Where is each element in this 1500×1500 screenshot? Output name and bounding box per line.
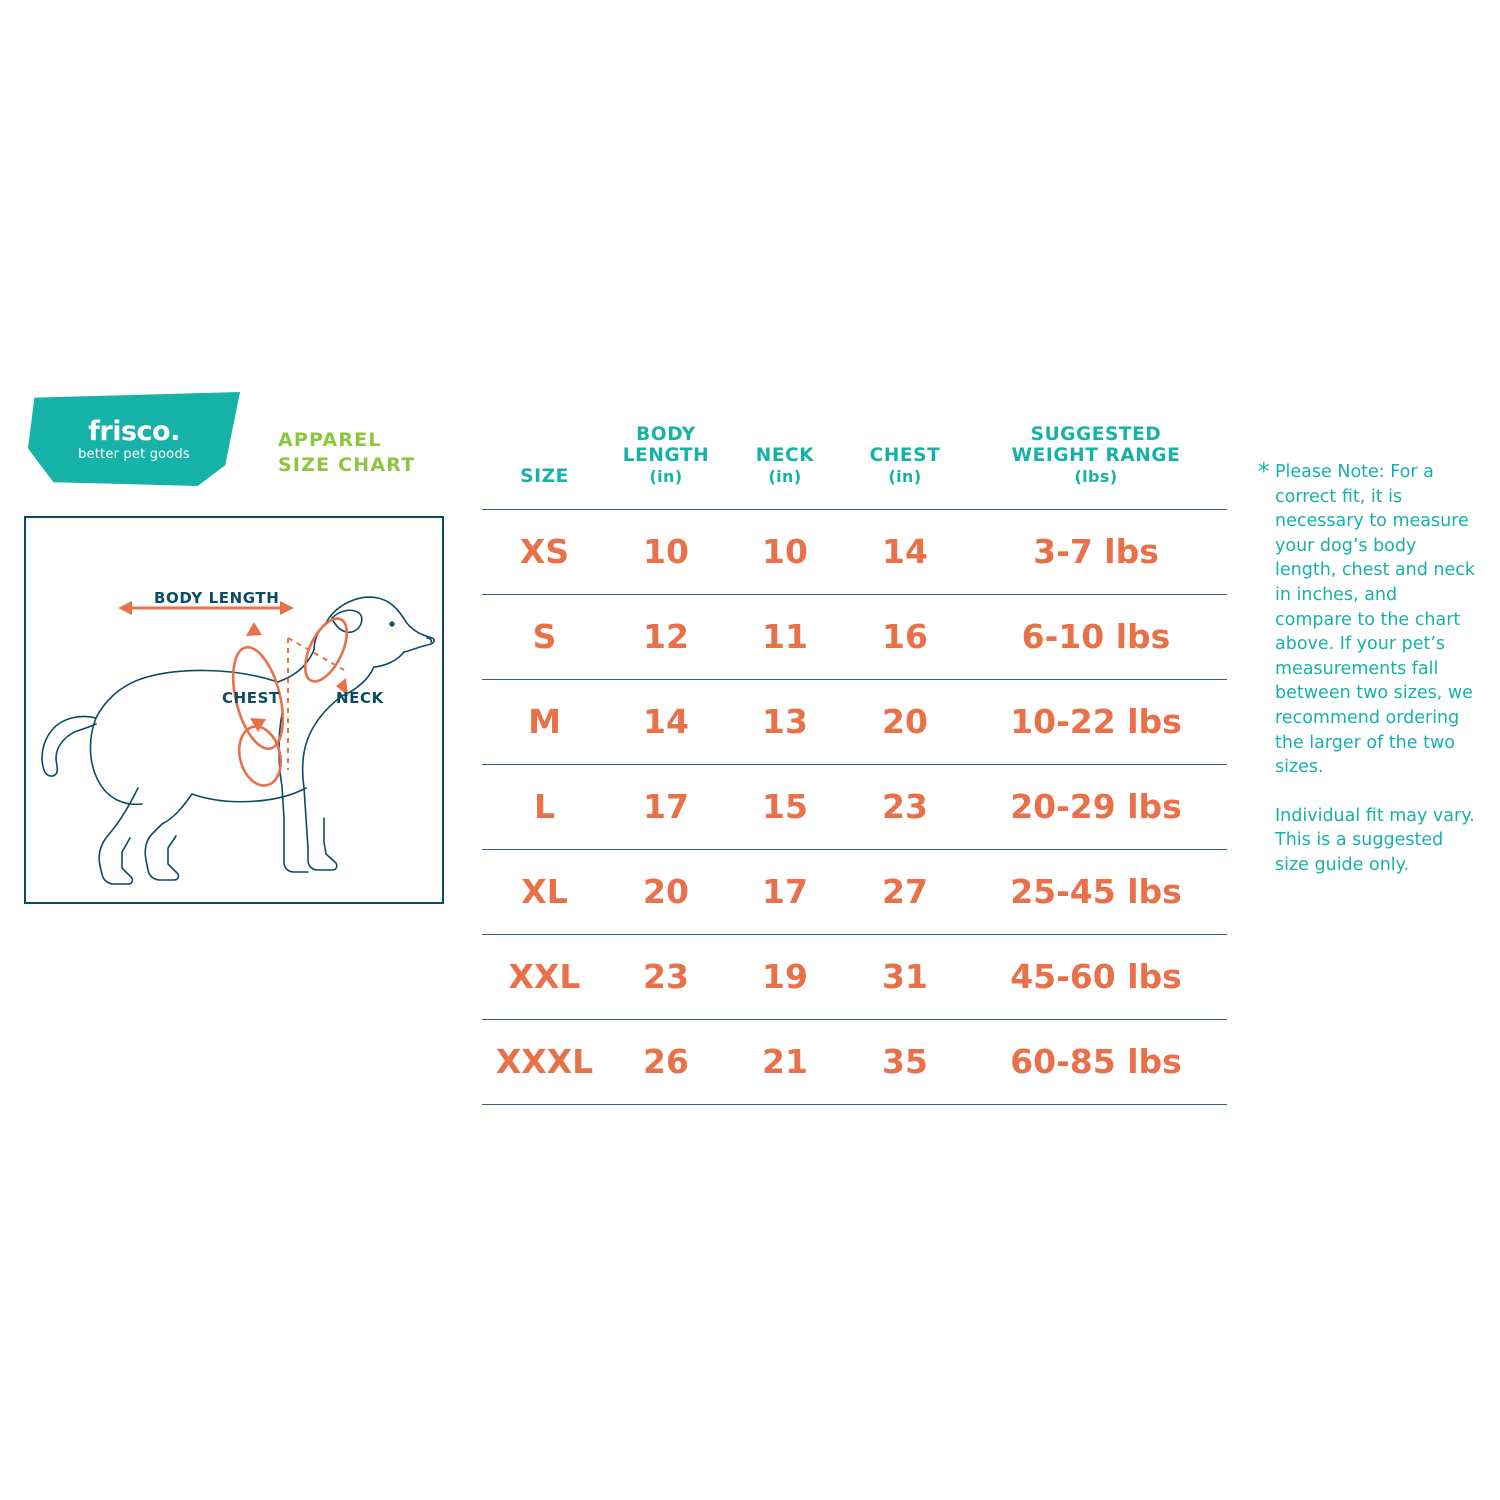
column-header-weight-line2: WEIGHT RANGE — [1011, 445, 1181, 466]
cell-size: XS — [482, 510, 607, 595]
logo-brand-name: frisco. — [88, 416, 180, 447]
cell-neck: 10 — [725, 510, 845, 595]
asterisk-icon: * — [1258, 459, 1270, 485]
table-row — [482, 935, 1227, 1020]
cell-weight: 10-22 lbs — [965, 680, 1227, 765]
cell-size: M — [482, 680, 607, 765]
table-row — [482, 1020, 1227, 1105]
cell-size: S — [482, 595, 607, 680]
dog-measurement-diagram — [24, 516, 444, 904]
column-header-size — [482, 424, 607, 510]
cell-chest: 27 — [845, 850, 965, 935]
note-paragraph-1: Please Note: For a correct fit, it is necessary to measure your dog’s body length, chest and neck in inches, and compare to the chart above. If your pet’s measurements fall between two sizes, we recommend ordering the larger of the two sizes. — [1275, 462, 1476, 778]
svg-text:NECK: NECK — [336, 689, 384, 707]
cell-body-length: 20 — [607, 850, 725, 935]
table-row — [482, 680, 1227, 765]
column-header-weight-line1: SUGGESTED — [1030, 424, 1162, 445]
svg-text:BODY LENGTH: BODY LENGTH — [154, 589, 280, 607]
cell-size: XL — [482, 850, 607, 935]
cell-weight: 3-7 lbs — [965, 510, 1227, 595]
size-table-wrap — [482, 424, 1227, 1105]
cell-weight: 6-10 lbs — [965, 595, 1227, 680]
cell-weight: 20-29 lbs — [965, 765, 1227, 850]
page-title-line1: APPAREL — [278, 429, 382, 451]
cell-weight: 45-60 lbs — [965, 935, 1227, 1020]
cell-body-length: 10 — [607, 510, 725, 595]
cell-neck: 19 — [725, 935, 845, 1020]
column-header-weight — [965, 424, 1227, 510]
page-title-line2: SIZE CHART — [278, 454, 416, 476]
column-header-size-label: SIZE — [520, 466, 569, 487]
cell-chest: 20 — [845, 680, 965, 765]
cell-size: XXXL — [482, 1020, 607, 1105]
column-header-chest-unit: (in) — [888, 467, 922, 486]
cell-chest: 16 — [845, 595, 965, 680]
cell-body-length: 14 — [607, 680, 725, 765]
cell-size: L — [482, 765, 607, 850]
cell-chest: 31 — [845, 935, 965, 1020]
cell-neck: 13 — [725, 680, 845, 765]
note-paragraph-2: Individual fit may vary. This is a suggested size guide only. — [1275, 805, 1475, 875]
dog-illustration-svg — [26, 518, 442, 902]
column-header-body-length-line1: BODY — [636, 424, 696, 445]
table-row — [482, 765, 1227, 850]
cell-weight: 25-45 lbs — [965, 850, 1227, 935]
frisco-logo — [28, 392, 240, 486]
table-row — [482, 595, 1227, 680]
table-row — [482, 510, 1227, 595]
column-header-body-length-line2: LENGTH — [622, 445, 710, 466]
cell-body-length: 26 — [607, 1020, 725, 1105]
cell-chest: 23 — [845, 765, 965, 850]
column-header-chest — [845, 424, 965, 510]
svg-text:CHEST: CHEST — [222, 689, 280, 707]
table-row — [482, 850, 1227, 935]
cell-neck: 17 — [725, 850, 845, 935]
column-header-neck-unit: (in) — [768, 467, 802, 486]
table-header-row — [482, 424, 1227, 510]
cell-body-length: 17 — [607, 765, 725, 850]
size-table — [482, 424, 1227, 1105]
page-title — [278, 428, 478, 478]
logo-tagline: better pet goods — [78, 447, 190, 462]
cell-neck: 21 — [725, 1020, 845, 1105]
cell-chest: 14 — [845, 510, 965, 595]
cell-chest: 35 — [845, 1020, 965, 1105]
column-header-neck-label: NECK — [755, 445, 815, 466]
cell-body-length: 12 — [607, 595, 725, 680]
cell-size: XXL — [482, 935, 607, 1020]
cell-weight: 60-85 lbs — [965, 1020, 1227, 1105]
please-note-block — [1258, 460, 1476, 878]
column-header-chest-label: CHEST — [869, 445, 941, 466]
cell-body-length: 23 — [607, 935, 725, 1020]
column-header-body-length-unit: (in) — [649, 467, 683, 486]
cell-neck: 15 — [725, 765, 845, 850]
cell-neck: 11 — [725, 595, 845, 680]
column-header-neck — [725, 424, 845, 510]
column-header-body-length — [607, 424, 725, 510]
column-header-weight-unit: (lbs) — [1074, 467, 1118, 486]
